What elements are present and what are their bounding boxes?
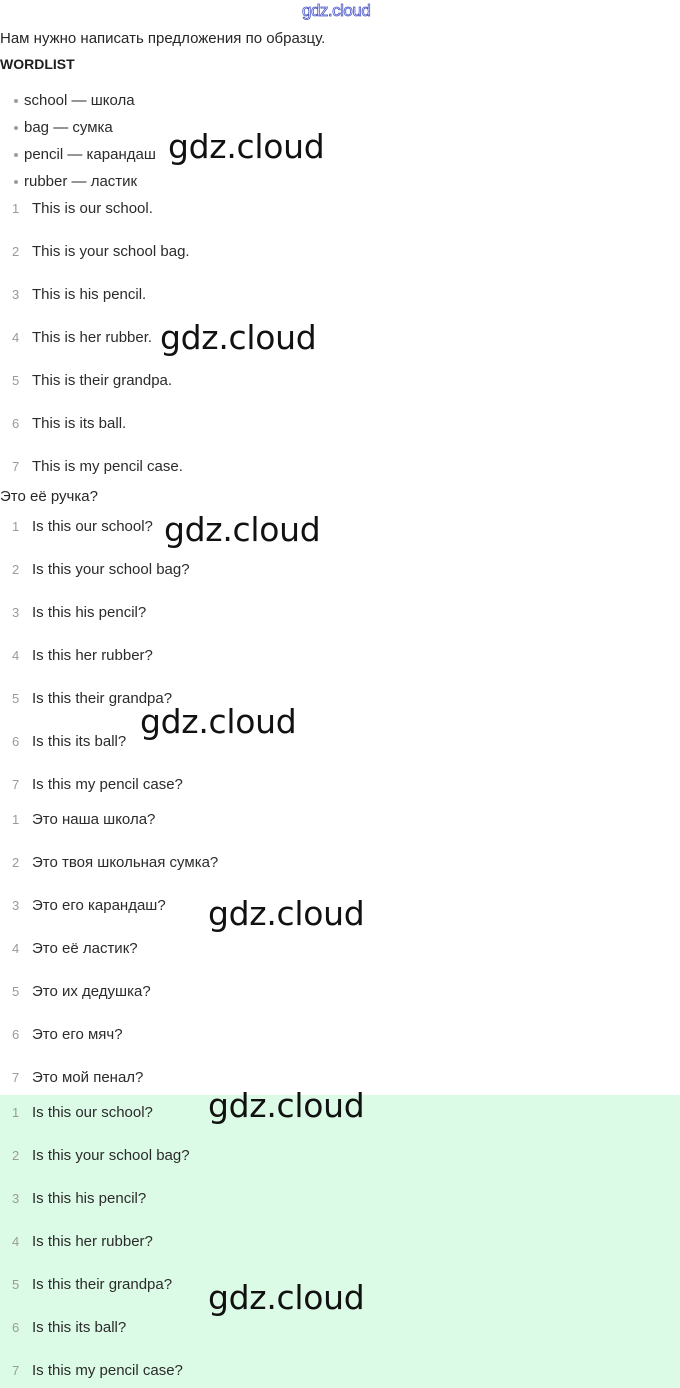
item-text: Is this their grandpa? (32, 1276, 173, 1293)
item-text: Это наша школа? (32, 811, 156, 828)
item-text: Is this my pencil case? (32, 776, 183, 793)
item-number: 4 (12, 941, 20, 956)
item-text: Is this your school bag? (32, 1147, 190, 1164)
item-text: Is this my pencil case? (32, 1362, 183, 1379)
item-number: 3 (12, 898, 20, 913)
item-text: This is your school bag. (32, 243, 190, 260)
item-number: 5 (12, 1277, 20, 1292)
item-number: 6 (12, 734, 20, 749)
item-text: Это его карандаш? (32, 897, 166, 914)
item-text: This is her rubber. (32, 329, 153, 346)
wordlist-title: WORDLIST (0, 56, 75, 72)
item-number: 1 (12, 812, 20, 827)
item-text: Это его мяч? (32, 1026, 123, 1043)
wordlist-item-text: rubber — ластик (24, 173, 138, 190)
wordlist-item (14, 173, 137, 190)
item-text: Is this its ball? (32, 733, 127, 750)
watermark: gdz.cloud (208, 1278, 365, 1317)
item-text: Is this his pencil? (32, 1190, 147, 1207)
bullet-icon (14, 153, 18, 157)
site-logo[interactable]: gdz.cloud (302, 1, 371, 20)
intro-text: Нам нужно написать предложения по образцу. (0, 30, 326, 47)
item-text: This is our school. (32, 200, 153, 217)
item-text: Это мой пенал? (32, 1069, 144, 1086)
item-number: 3 (12, 287, 20, 302)
item-text: Is this its ball? (32, 1319, 127, 1336)
item-number: 2 (12, 562, 20, 577)
item-text: Is this her rubber? (32, 647, 153, 664)
item-text: Is this her rubber? (32, 1233, 153, 1250)
item-number: 7 (12, 777, 20, 792)
item-number: 1 (12, 519, 20, 534)
wordlist-item-text: school — школа (24, 92, 135, 109)
item-text: Is this our school? (32, 518, 153, 535)
example-text: Это её ручка? (0, 488, 98, 505)
item-text: This is its ball. (32, 415, 127, 432)
item-text: Is this his pencil? (32, 604, 147, 621)
item-text: This is his pencil. (32, 286, 147, 303)
item-number: 6 (12, 1320, 20, 1335)
item-number: 4 (12, 1234, 20, 1249)
item-text: Это её ластик? (32, 940, 138, 957)
wordlist-item (14, 92, 135, 109)
item-number: 2 (12, 244, 20, 259)
item-number: 5 (12, 691, 20, 706)
wordlist-item (14, 119, 113, 136)
bullet-icon (14, 126, 18, 130)
wordlist-item (14, 146, 156, 163)
bullet-icon (14, 99, 18, 103)
item-number: 7 (12, 459, 20, 474)
item-number: 5 (12, 373, 20, 388)
watermark: gdz.cloud (168, 127, 325, 166)
item-number: 5 (12, 984, 20, 999)
item-number: 1 (12, 1105, 20, 1120)
watermark: gdz.cloud (160, 318, 317, 357)
item-text: Is this our school? (32, 1104, 153, 1121)
item-text: This is their grandpa. (32, 372, 173, 389)
item-number: 6 (12, 1027, 20, 1042)
watermark: gdz.cloud (140, 702, 297, 741)
item-text: Is this your school bag? (32, 561, 190, 578)
watermark: gdz.cloud (164, 510, 321, 549)
item-number: 4 (12, 330, 20, 345)
item-number: 1 (12, 201, 20, 216)
watermark: gdz.cloud (208, 894, 365, 933)
watermark: gdz.cloud (208, 1086, 365, 1125)
item-text: Это твоя школьная сумка? (32, 854, 219, 871)
item-text: This is my pencil case. (32, 458, 183, 475)
wordlist-item-text: bag — сумка (24, 119, 113, 136)
item-number: 2 (12, 855, 20, 870)
item-number: 6 (12, 416, 20, 431)
item-number: 3 (12, 605, 20, 620)
item-number: 4 (12, 648, 20, 663)
item-number: 7 (12, 1363, 20, 1378)
bullet-icon (14, 180, 18, 184)
wordlist-item-text: pencil — карандаш (24, 146, 156, 163)
item-number: 7 (12, 1070, 20, 1085)
item-number: 2 (12, 1148, 20, 1163)
item-text: Это их дедушка? (32, 983, 151, 1000)
item-number: 3 (12, 1191, 20, 1206)
item-text: Is this their grandpa? (32, 690, 173, 707)
